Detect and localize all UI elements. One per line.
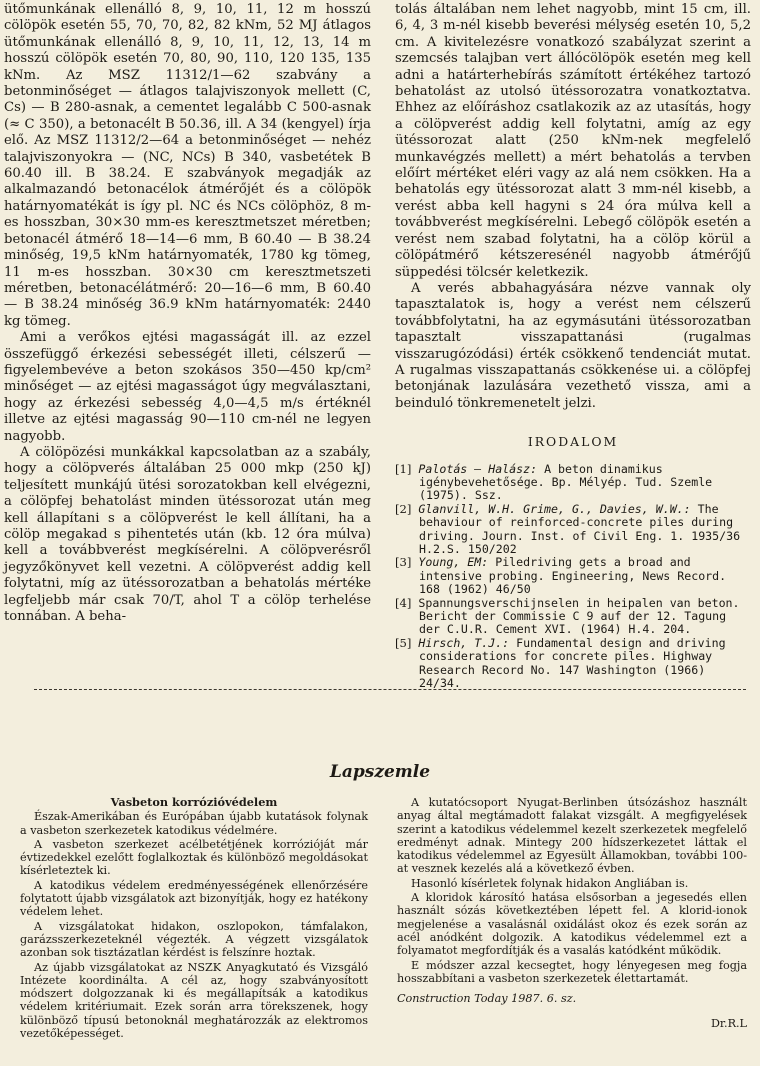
- article-left-column: [4, 2, 371, 625]
- reference-item: [395, 503, 751, 557]
- article-right-column: [395, 2, 751, 690]
- reference-text: Spannungsverschijnselen in heipalen van beton. Bericht der Commissie C 9 auf der 12. Tagung der C.U.R. Cement XVI. (1964) H.4. 204.: [418, 595, 740, 637]
- reference-text: Piledriving gets a broad and intensive probing. Engineering, News Record. 168 (1962) 46/50: [419, 555, 727, 597]
- paragraph: E módszer azzal kecsegtet, hogy lényegesen meg fogja hosszabbítani a vasbeton szerkezetek élettartamát.: [397, 958, 747, 985]
- reference-list: [395, 463, 751, 691]
- reference-item: [395, 597, 751, 637]
- section-divider: [34, 689, 746, 690]
- review-right-column: [397, 796, 747, 1032]
- section-title: Lapszemle: [329, 762, 431, 782]
- reference-number: [2]: [395, 501, 412, 516]
- references-heading: IRODALOM: [527, 434, 619, 450]
- reference-item: [395, 556, 751, 596]
- reference-authors: Hirsch, T.J.:: [418, 635, 510, 650]
- reference-text: A beton dinamikus igénybevehetősége. Bp. Mélyép. Tud. Szemle (1975). Ssz.: [419, 461, 713, 503]
- paragraph: A cölöpözési munkákkal kapcsolatban az a szabály, hogy a cölöpverés általában 25 000 mkp (250 kJ) teljesített munkájú ütési sorozatokban kell elvégezni, a cölöpfej behatolást minden ütéssorozat után meg kell állapítani s a cölöpverést le kell állítani, ha a cölöp megakad s pihentetés után (kb. 12 óra múlva) kell a továbbverést megkísérelni. A cölöpverésről jegyzőkönyvet kell vezetni. A cölöpverést addig kell folytatni, míg az ütéssorozatban a behatolás mértéke legfeljebb már csak 70/T, ahol T a cölöp terhelése tonnában. A beha-: [4, 444, 371, 625]
- paragraph: Ami a verőkos ejtési magasságát ill. az ezzel összefüggő érkezési sebességét illeti, célszerű — figyelembevéve a beton szokásos 350—450 kp/cm² minőséget — az ejtési magasságot úgy megválasztani, hogy az érkezési sebesség 4,0—4,5 m/s értéknél illetve az ejtési magasság 90—110 cm-nél ne legyen nagyobb.: [4, 330, 371, 444]
- reference-item: [395, 463, 751, 503]
- reference-number: [1]: [395, 461, 412, 476]
- reference-text: Fundamental design and driving considerations for concrete piles. Highway Research Record No. 147 Washington (1966) 24/34.: [419, 635, 726, 691]
- paragraph: A katodikus védelem eredményességének ellenőrzésére folytatott újabb vizsgálatok azt bizonyítják, hogy ez hatékony védelem lehet.: [20, 878, 368, 919]
- paragraph: tolás általában nem lehet nagyobb, mint 15 cm, ill. 6, 4, 3 m-nél kisebb beverési mélység esetén 10, 5,2 cm. A kivitelezésre vonatkozó szabályzat szerint a szemcsés talajban vert állócölöpök esetén meg kell adni a határterhebírás számított értékéhez tartozó behatolást az utolsó ütéssorozatra vonatkoztatva. Ehhez az előíráshoz csatlakozik az az utasítás, hogy a cölöpverést addig kell folytatni, amíg az egy ütéssorozat alatt (250 kNm-nek megfelelő munkavégzés mellett) a mért behatolás a tervben előírt mértéket eléri vagy az alá nem csökken. Ha a behatolás egy ütéssorozat alatt 3 mm-nél kisebb, a verést abba kell hagyni s 24 óra múlva kell a továbbverést megkísérelni. Lebegő cölöpök esetén a verést nem szabad folytatni, ha a cölöp körül a cölöpátmérő kétszeresénél nagyobb átmérőjű süppedési tölcsér keletkezik.: [395, 2, 751, 280]
- paragraph: A verés abbahagyására nézve vannak oly tapasztalatok is, hogy a verést nem célszerű továbbfolytatni, ha az egymásutáni ütéssorozatban tapasztalt visszapattanási (rugalmas visszarugózódási) érték csökkenő tendenciát mutat. A rugalmas visszapattanás csökkenése ui. a cölöpfej betonjának lazulására vezethető vissza, ami a beinduló tönkremenetelt jelzi.: [395, 280, 751, 411]
- paragraph: A vasbeton szerkezet acélbetétjének korrózióját már évtizedekkel ezelőtt foglalkoztak és különböző megoldásokat kísérleteztek ki.: [20, 837, 368, 878]
- paragraph: A vizsgálatokat hidakon, oszlopokon, támfalakon, garázsszerkezeteknél végezték. A végzett vizsgálatok azonban sok tisztázatlan kérdést is felszínre hoztak.: [20, 919, 368, 960]
- paragraph: Hasonló kísérletek folynak hidakon Angliában is.: [411, 876, 689, 890]
- reference-authors: Glanvill, W.H. Grime, G., Davies, W.W.:: [418, 501, 691, 516]
- reference-number: [5]: [395, 635, 412, 650]
- paragraph: Az újabb vizsgálatokat az NSZK Anyagkutató és Vizsgáló Intézete koordinálta. A cél az, hogy szabványosított módszert dolgozzanak ki és megállapítsák a katodikus védelem kritériumait. Ezek során arra törekszenek, hogy különböző típusú betonoknál meghatározzák az elektromos vezetőképességet.: [20, 960, 368, 1041]
- reference-item: [395, 637, 751, 691]
- review-source: Construction Today 1987. 6. sz.: [397, 992, 577, 1006]
- paragraph: ütőmunkának ellenálló 8, 9, 10, 11, 12 m hosszú cölöpök esetén 55, 70, 70, 82, 82 kNm, 52 MJ átlagos ütőmunkának ellenálló 8, 9, 10, 11, 12, 13, 14 m hosszú cölöpök esetén 70, 80, 90, 110, 120 135, 135 kNm. Az MSZ 11312/1—62 szabvány a betonminőséget — átlagos talajviszonyok mellett (C, Cs) — B 280-asnak, a cementet legalább C 500-asnak (≈ C 350), a betonacélt B 50.36, ill. A 34 (kengyel) írja elő. Az MSZ 11312/2—64 a betonminőséget — nehéz talajviszonyokra — (NC, NCs) B 340, vasbetétek B 60.40 ill. B 38.24. E szabványok megadják az alkalmazandó betonacélok átmérőjét és a cölöpök határnyomatékát is így pl. NC és NCs cölöphöz, 8 m-es hosszban, 30×30 mm-es keresztmetszet méretben; betonacél átmérő 18—14—6 mm, B 60.40 — B 38.24 minőség, 19,5 kNm határnyomaték, 1780 kg tömeg, 11 m-es hosszban. 30×30 cm keresztmetszeti méretben, betonacélátmérő: 20—16—6 mm, B 60.40 — B 38.24 minőség 36.9 kNm határnyomaték: 2440 kg tömeg.: [4, 2, 371, 329]
- reference-number: [4]: [395, 595, 412, 610]
- reference-authors: Palotás — Halász:: [418, 461, 538, 476]
- review-title: Vasbeton korrózióvédelem: [110, 795, 278, 809]
- paragraph: Észak-Amerikában és Európában újabb kutatások folynak a vasbeton szerkezetek katodikus védelmére.: [20, 810, 368, 837]
- review-left-column: [20, 796, 368, 1041]
- reference-number: [3]: [395, 555, 412, 570]
- paragraph: A kloridok károsító hatása elsősorban a jegesedés ellen használt sózás következtében lépett fel. A klorid-ionok megjelenése a vasalásnál oxidálást okoz és ezek során az acél anódként dolgozik. A katodikus védelemmel ezt a folyamatot megfordítják és a vasalás katódként működik.: [397, 891, 747, 958]
- paragraph: A kutatócsoport Nyugat-Berlinben útsózáshoz használt anyag által megtámadott falakat vizsgált. A megfigyelések szerint a katodikus védelemmel kezelt szerkezetek megfelelő eredményt adnak. Mintegy 200 hídszerkezetet láttak el katodikus védelemmel az Egyesült Államokban, további 100-at vesznek kezelés alá a következő évben.: [397, 796, 747, 876]
- reference-text: The behaviour of reinforced-concrete piles during driving. Journ. Inst. of Civil Eng. 1. 1935/36 H.2.S. 150/202: [419, 501, 741, 556]
- reference-authors: Young, EM:: [418, 555, 489, 570]
- review-signature: Dr.R.L: [710, 1017, 747, 1031]
